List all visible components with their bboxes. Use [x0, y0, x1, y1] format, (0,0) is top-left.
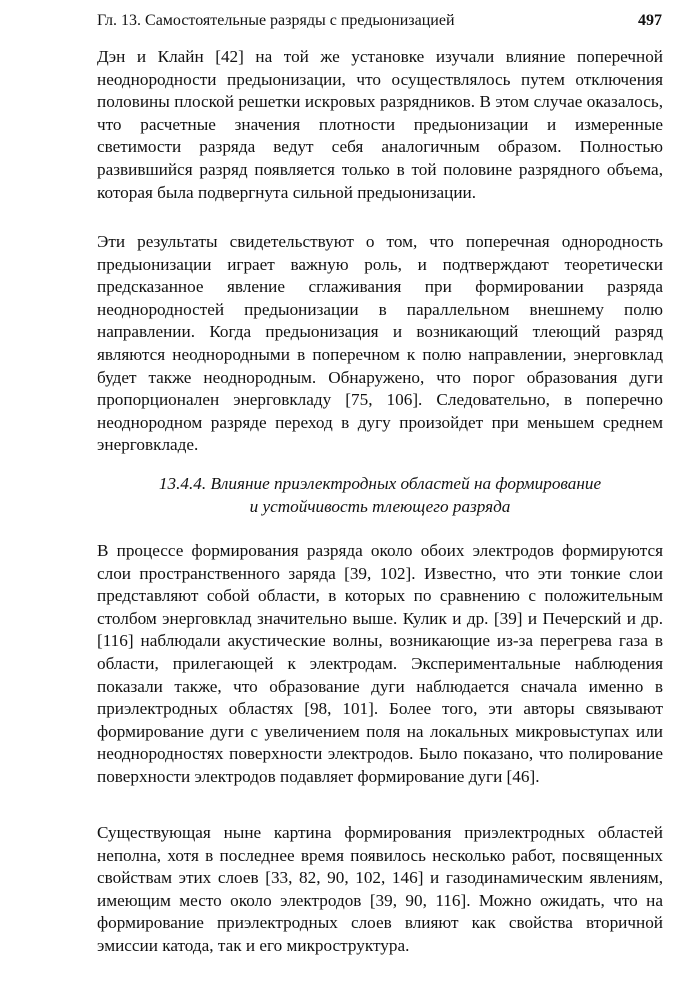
paragraph	[97, 46, 663, 204]
chapter-title: Гл. 13. Самостоятельные разряды с предыонизацией	[97, 12, 455, 29]
paragraph-text: Существующая ныне картина формирования приэлектродных областей неполна, хотя в последнее время появилось несколько работ, посвященных свойствам этих слоев [33, 82, 90, 102, 146] и газодинамическим явлениям, имеющим место около электродов [39, 90, 116]. Можно ожидать, что на формирование приэлектродных слоев влияют как свойства вторичной эмиссии катода, так и его микроструктура.	[97, 823, 663, 955]
page-number: 497	[638, 12, 662, 29]
paragraph	[97, 822, 663, 958]
paragraph	[97, 540, 663, 789]
paragraph-text: Дэн и Клайн [42] на той же установке изучали влияние поперечной неоднородности предыонизации, что осуществлялось путем отключения половины плоской решетки искровых разрядников. В этом случае оказалось, что расчетные значения плотности предыонизации и измеренные светимости разряда ведут себя аналогичным образом. Полностью развившийся разряд появляется только в той половине разрядного объема, которая была подвергнута сильной предыонизации.	[97, 47, 663, 202]
paragraph	[97, 231, 663, 457]
running-header	[97, 10, 662, 32]
section-heading	[97, 472, 663, 518]
section-heading-line: 13.4.4. Влияние приэлектродных областей на формирование	[158, 474, 602, 493]
paragraph-text: Эти результаты свидетельствуют о том, что поперечная однородность предыонизации играет важную роль, и подтверждают теоретически предсказанное явление сглаживания при формировании разряда неоднородностей предыонизации в параллельном внешнему полю направлении. Когда предыонизация и возникающий тлеющий разряд являются неоднородными в поперечном к полю направлении, энерговклад будет также неоднородным. Обнаружено, что порог образования дуги пропорционален энерговкладу [75, 106]. Следовательно, в поперечно неоднородном разряде переход в дугу произойдет при меньшем среднем энерговкладе.	[97, 232, 663, 455]
paragraph-text: В процессе формирования разряда около обоих электродов формируются слои пространственного заряда [39, 102]. Известно, что эти тонкие слои представляют собой области, в которых по сравнению с положительным столбом энерговклад значительно выше. Кулик и др. [39] и Печерский и др. [116] наблюдали акустические волны, возникающие из-за перегрева газа в области, прилегающей к электродам. Экспериментальные наблюдения показали также, что образование дуги наблюдается сначала именно в приэлектродных областях [98, 101]. Более того, эти авторы связывают формирование дуги с увеличением поля на локальных микровыступах или неоднородностях поверхности электродов. Было показано, что полирование поверхности электродов подавляет формирование дуги [46].	[97, 541, 663, 786]
section-heading-line: и устойчивость тлеющего разряда	[249, 497, 511, 516]
